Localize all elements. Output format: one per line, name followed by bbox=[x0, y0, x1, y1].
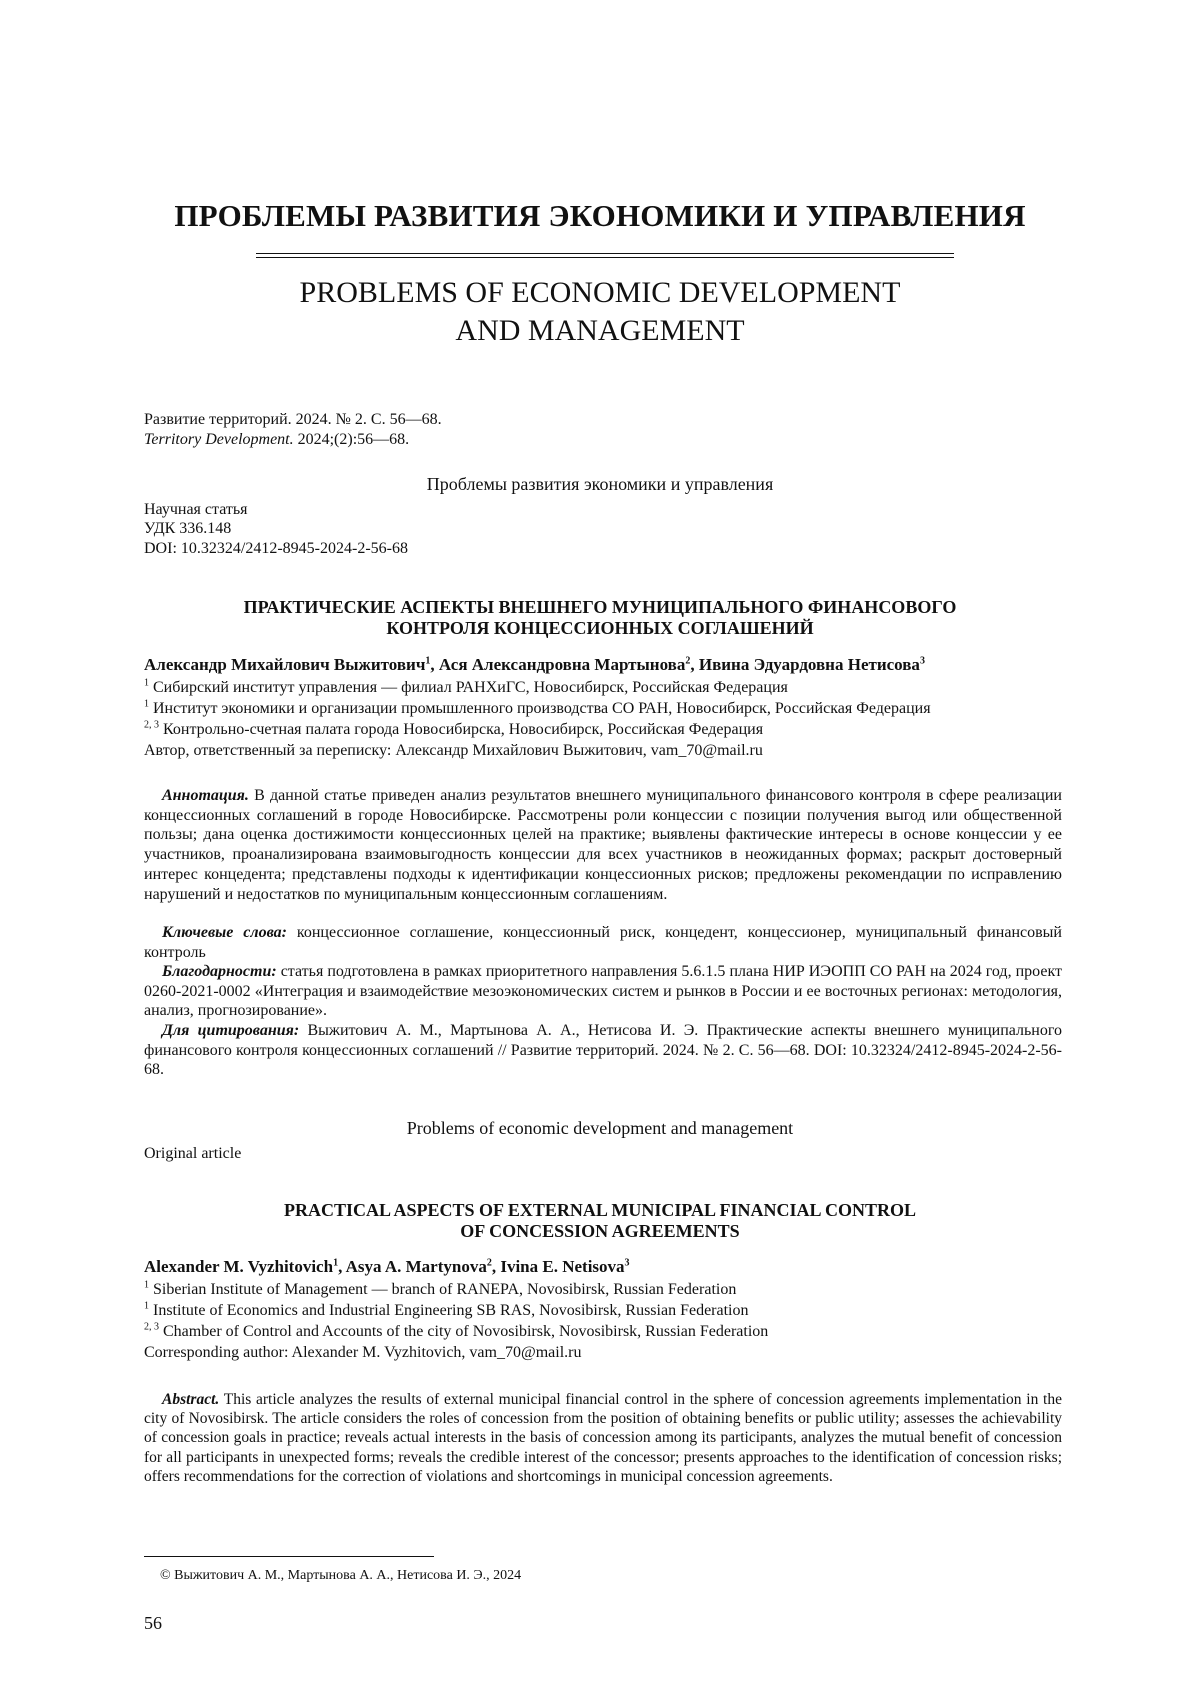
keywords-ru: Ключевые слова: концессионное соглашение, концессионный риск, концедент, концессионер, муниципальный финансовый контроль bbox=[144, 924, 1062, 961]
copyright-footnote: © Выжитович А. М., Мартынова А. А., Нетисова И. Э., 2024 bbox=[160, 1568, 522, 1583]
header-rule-top bbox=[256, 253, 954, 254]
doi: DOI: 10.32324/2412-8945-2024-2-56-68 bbox=[144, 540, 408, 557]
cite-as-ru: Для цитирования: Выжитович А. М., Мартынова А. А., Нетисова И. Э. Практические аспекты внешнего муниципального финансового контроля концессионных соглашений // Развитие территорий. 2024. № 2. С. 56—68. DOI: 10.32324/2412-8945-2024-2-56-68. bbox=[144, 1022, 1063, 1079]
author-1: Александр Михайлович Выжитович bbox=[144, 655, 426, 674]
rubric-en: Problems of economic development and management bbox=[406, 1118, 794, 1138]
acknowledgments-ru: Благодарности: статья подготовлена в рамках приоритетного направления 5.6.1.5 плана НИР ИЭОПП СО РАН на 2024 год, проект 0260-2021-0002 «Интеграция и взаимодействие мезоэкономических систем и рынков в России и ее восточных регионах: методология, анализ, прогнозирование». bbox=[144, 963, 1062, 1020]
article-title-en-line1: PRACTICAL ASPECTS OF EXTERNAL MUNICIPAL FINANCIAL CONTROL bbox=[283, 1200, 917, 1220]
affiliation-3-ru: $^{2, 3}$ Контрольно-счетная палата города Новосибирска, Новосибирск, Российская Федерация bbox=[144, 719, 764, 738]
affiliation-2-ru: $^1$ Институт экономики и организации промышленного производства СО РАН, Новосибирск, Российская Федерация bbox=[144, 698, 931, 717]
citation-en-rest: 2024;(2):56—68. bbox=[293, 431, 410, 448]
article-type-ru: Научная статья bbox=[144, 501, 248, 518]
author-3: Ивина Эдуардовна Нетисова bbox=[698, 655, 920, 674]
abstract-ru: Аннотация. В данной статье приведен анализ результатов внешнего муниципального финансового контроля в сфере реализации концессионных соглашений в городе Новосибирске. Рассмотрены роли концессии с позиции получения выгод или общественной пользы; дана оценка достижимости концессионных целей на практике; выявлены фактические интересы в основе концессии у ее участников, проанализирована взаимовыгодность концессии для всех участников в неожиданных формах; раскрыт достоверный интерес концедента; представлены подходы к идентификации концессионных рисков; предложены рекомендации по исправлению нарушений и недостатков по муниципальным концессионным соглашениям. bbox=[144, 787, 1062, 903]
corresponding-author-ru: Автор, ответственный за переписку: Александр Михайлович Выжитович, vam_70@mail.ru bbox=[144, 742, 763, 759]
author-3-en: Ivina E. Netisova bbox=[500, 1257, 625, 1276]
rubric-ru: Проблемы развития экономики и управления bbox=[426, 474, 774, 494]
acknowledgments-label-ru: Благодарности: bbox=[162, 963, 277, 980]
affiliation-2-en: $^1$ Institute of Economics and Industrial Engineering SB RAS, Novosibirsk, Russian Federation bbox=[144, 1300, 749, 1319]
corresponding-author-en: Corresponding author: Alexander M. Vyzhitovich, vam_70@mail.ru bbox=[144, 1344, 582, 1361]
abstract-label-en: Abstract. bbox=[162, 1391, 220, 1408]
authors-en: Alexander M. Vyzhitovich$^1$, Asya A. Martynova$^2$, Ivina E. Netisova$^3$ bbox=[144, 1257, 630, 1276]
citation-en-journal: Territory Development. bbox=[144, 431, 294, 448]
section-title-en bbox=[0, 274, 1200, 350]
article-title-en bbox=[0, 1200, 1200, 1242]
footnote-rule bbox=[144, 1556, 434, 1557]
affiliation-1-en: $^1$ Siberian Institute of Management — branch of RANEPA, Novosibirsk, Russian Federation bbox=[144, 1279, 737, 1298]
authors-ru: Александр Михайлович Выжитович$^1$, Ася Александровна Мартынова$^2$, Ивина Эдуардовна Нетисова$^3$ bbox=[144, 655, 925, 674]
udk: УДК 336.148 bbox=[144, 520, 232, 537]
affiliation-1-ru: $^1$ Сибирский институт управления — филиал РАНХиГС, Новосибирск, Российская Федерация bbox=[144, 677, 788, 696]
article-type-en: Original article bbox=[144, 1145, 242, 1162]
author-2: Ася Александровна Мартынова bbox=[438, 655, 686, 674]
article-title-ru-line2: КОНТРОЛЯ КОНЦЕССИОННЫХ СОГЛАШЕНИЙ bbox=[386, 618, 814, 638]
cite-as-label-ru: Для цитирования: bbox=[162, 1022, 300, 1039]
author-1-en: Alexander M. Vyzhitovich bbox=[144, 1257, 334, 1276]
article-title-ru bbox=[0, 597, 1200, 639]
section-title-en-line2: AND MANAGEMENT bbox=[455, 314, 745, 347]
section-title-en-line1: PROBLEMS OF ECONOMIC DEVELOPMENT bbox=[299, 276, 901, 309]
header-rule-bottom bbox=[256, 257, 954, 258]
affiliation-3-en: $^{2, 3}$ Chamber of Control and Accounts of the city of Novosibirsk, Novosibirsk, Russian Federation bbox=[144, 1321, 769, 1340]
citation-ru: Развитие территорий. 2024. № 2. С. 56—68. bbox=[144, 411, 442, 428]
keywords-label-ru: Ключевые слова: bbox=[162, 924, 287, 941]
page-number: 56 bbox=[144, 1613, 162, 1633]
article-title-en-line2: OF CONCESSION AGREEMENTS bbox=[460, 1221, 740, 1241]
citation-en bbox=[144, 430, 409, 449]
author-2-en: Asya A. Martynova bbox=[345, 1257, 487, 1276]
article-title-ru-line1: ПРАКТИЧЕСКИЕ АСПЕКТЫ ВНЕШНЕГО МУНИЦИПАЛЬНОГО ФИНАНСОВОГО bbox=[243, 597, 957, 617]
abstract-en: Abstract. This article analyzes the results of external municipal financial control in the sphere of concession agreements implementation in the city of Novosibirsk. The article considers the roles of concession from the position of obtaining benefits or public utility; assesses the achievability of concession goals in practice; reveals actual interests in the basis of concession among its participants, analyzes the mutual benefit of concession for all participants in unexpected forms; reveals the credible interest of the concessor; presents approaches to the identification of concession risks; offers recommendations for the correction of violations and shortcomings in municipal concession agreements. bbox=[144, 1391, 1062, 1485]
abstract-label-ru: Аннотация. bbox=[162, 787, 249, 804]
section-title-ru: ПРОБЛЕМЫ РАЗВИТИЯ ЭКОНОМИКИ И УПРАВЛЕНИЯ bbox=[174, 198, 1026, 233]
